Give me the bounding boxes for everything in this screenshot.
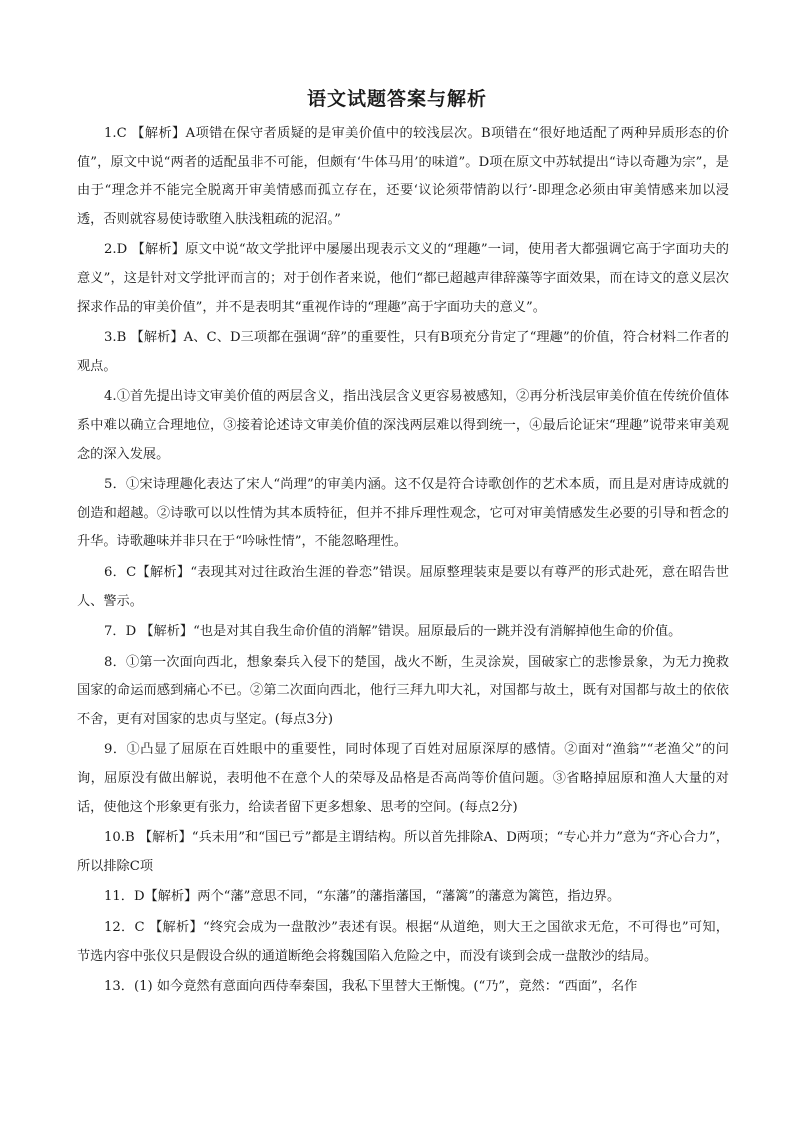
answer-body (77, 120, 729, 1002)
answer-paragraph-11: 11．D【解析】两个“藩”意思不同，“东藩”的藩指藩国，“藩篱”的藩意为篱笆，指边界。 (104, 889, 621, 905)
answer-paragraph-4: 4.①首先提出诗文审美价值的两层含义，指出浅层含义更容易被感知，②再分析浅层审美价值在传统价值体系中难以确立合理地位，③接着论述诗文审美价值的深浅两层难以得到统一，④最后论证宋“理趣”说带来审美观念的深入发展。 (77, 389, 729, 462)
answer-paragraph-8: 8．①第一次面向西北，想象秦兵入侵下的楚国，战火不断，生灵涂炭，国破家亡的悲惨景象，为无力挽救国家的命运而感到痛心不已。②第二次面向西北，他行三拜九叩大礼，对国都与故土，既有对国都与故土的依依不舍，更有对国家的忠贞与坚定。(每点3分) (77, 654, 729, 727)
answer-paragraph-12: 12．C 【解析】“终究会成为一盘散沙”表述有误。根据“从道绝，则大王之国欲求无危，不可得也”可知，节选内容中张仪只是假设合纵的通道断绝会将魏国陷入危险之中，而没有谈到会成一盘散沙的结局。 (77, 920, 729, 964)
answer-paragraph-2: 2.D 【解析】原文中说“故文学批评中屡屡出现表示文义的“理趣”一词，使用者大都强调它高于字面功夫的意义”，这是针对文学批评而言的；对于创作者来说，他们“都已超越声律辞藻等字面效果，而在诗文的意义层次探求作品的审美价值”，并不是表明其“重视作诗的“理趣”高于字面功夫的意义”。 (77, 242, 729, 315)
answer-paragraph-9: 9．①凸显了屈原在百姓眼中的重要性，同时体现了百姓对屈原深厚的感情。②面对“渔翁”“老渔父”的问询，屈原没有做出解说，表明他不在意个人的荣辱及品格是否高尚等价值问题。③省略掉屈原和渔人大量的对话，使他这个形象更有张力，给读者留下更多想象、思考的空间。(每点2分) (77, 742, 729, 815)
page-title: 语文试题答案与解析 (306, 88, 487, 110)
answer-paragraph-6: 6．C【解析】“表现其对过往政治生涯的眷恋”错误。屈原整理装束是要以有尊严的形式赴死，意在昭告世人、警示。 (77, 564, 729, 609)
answer-paragraph-13: 13．(1) 如今竟然有意面向西侍奉秦国，我私下里替大王惭愧。(“乃”，竟然：“西面”，名作 (104, 979, 638, 995)
answer-paragraph-10: 10.B 【解析】“兵未用”和“国已亏”都是主谓结构。所以首先排除A、D两项；“专心并力”意为“齐心合力”，所以排除C项 (77, 830, 729, 874)
answer-paragraph-1: 1.C 【解析】A项错在保守者质疑的是审美价值中的较浅层次。B项错在“很好地适配了两种异质形态的价值”，原文中说“两者的适配虽非不可能，但颇有‘牛体马用’的味道”。D项在原文中苏轼提出“诗以奇趣为宗”，是由于“理念并不能完全脱离开审美情感而孤立存在，还要‘议论须带情韵以行’-即理念必须由审美情感来加以浸透，否则就容易使诗歌堕入肤浅粗疏的泥沼。” (77, 126, 729, 227)
answer-paragraph-7: 7．D 【解析】“也是对其自我生命价值的消解”错误。屈原最后的一跳并没有消解掉他生命的价值。 (104, 624, 682, 640)
answer-paragraph-5: 5．①宋诗理趣化表达了宋人“尚理”的审美内涵。这不仅是符合诗歌创作的艺术本质，而且是对唐诗成就的创造和超越。②诗歌可以以性情为其本质特征，但并不排斥理性观念，它可对审美情感发生必要的引导和哲念的升华。诗歌趣味并非只在于“吟咏性情”，不能忽略理性。 (77, 477, 729, 550)
answer-paragraph-3: 3.B 【解析】A、C、D三项都在强调“辞”的重要性，只有B项充分肯定了“理趣”的价值，符合材料二作者的观点。 (77, 330, 729, 374)
